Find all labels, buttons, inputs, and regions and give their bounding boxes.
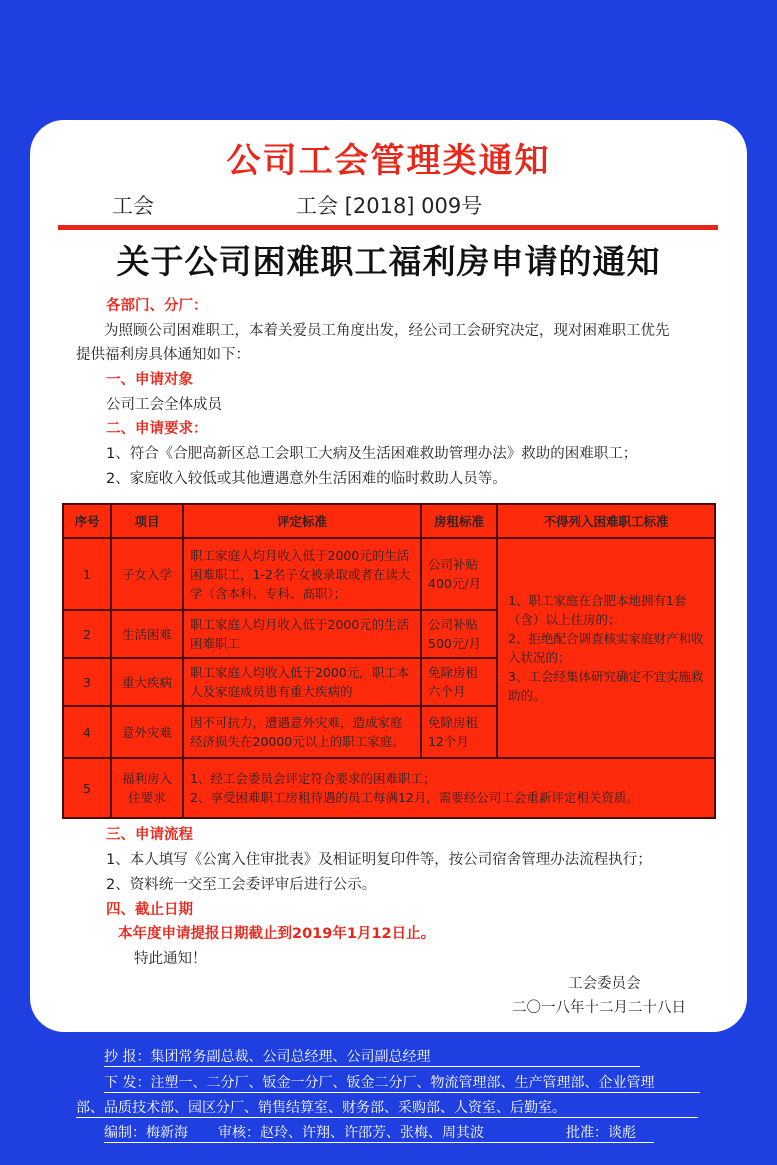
deadline-text: 本年度申请提报日期截止到2019年1月12日止。	[118, 926, 436, 942]
table-row	[63, 758, 715, 818]
process-item: 1、本人填写《公寓入住审批表》及相证明复印件等，按公司宿舍管理办法流程执行；	[106, 852, 652, 868]
section-1-title: 一、申请对象	[106, 372, 193, 388]
notice-category-title: 公司工会管理类通知	[226, 141, 551, 181]
distribution-underline	[104, 1092, 700, 1093]
row-rent: 公司补贴400元/月	[421, 538, 497, 610]
closing-text: 特此通知！	[134, 951, 207, 967]
distribution-underline	[76, 1117, 698, 1118]
exclusion-criteria	[497, 538, 715, 758]
editor: 编制：梅新海	[104, 1125, 188, 1141]
row-criteria: 职工家庭人均收入低于2000元，职工本人及家庭成员患有重大疾病的	[183, 658, 421, 706]
approver: 批准：谈彪	[566, 1125, 636, 1141]
distribution-line-2: 部、品质技术部、园区分厂、销售结算室、财务部、采购部、人资室、后勤室。	[76, 1100, 566, 1116]
row-item: 重大疾病	[111, 658, 183, 706]
row-item: 子女入学	[111, 538, 183, 610]
intro-line-2: 提供福利房具体通知如下：	[76, 347, 250, 363]
row-number: 5	[63, 758, 111, 818]
row-rent: 免除房租12个月	[421, 706, 497, 758]
row-item: 生活困难	[111, 610, 183, 658]
section-4-title: 四、截止日期	[106, 902, 193, 918]
header-cell: 房租标准	[421, 504, 497, 538]
requirement-item: 2、家庭收入较低或其他遭遇意外生活困难的临时救助人员等。	[106, 471, 507, 487]
notice-headline: 关于公司困难职工福利房申请的通知	[116, 242, 661, 281]
row-item: 意外灾难	[111, 706, 183, 758]
section-2-title: 二、申请要求：	[106, 421, 208, 437]
row-item: 福利房入住要求	[111, 758, 183, 818]
document-number: 工会 [2018] 009号	[296, 194, 483, 218]
occupancy-requirements	[183, 758, 715, 818]
exclusion-item: 1、职工家庭在合肥本地拥有1套（含）以上住房的；	[508, 593, 687, 627]
table-header-row	[63, 504, 715, 538]
row-rent: 公司补贴500元/月	[421, 610, 497, 658]
cc-line: 抄 报：集团常务副总裁、公司总经理、公司副总经理	[104, 1049, 431, 1065]
criteria-table	[62, 503, 716, 819]
row-number: 1	[63, 538, 111, 610]
section-1-text: 公司工会全体成员	[106, 397, 222, 413]
issue-date: 二〇一八年十二月二十八日	[512, 1000, 686, 1016]
header-cell: 项目	[111, 504, 183, 538]
distribution-line-1: 下 发：注塑一、二分厂、钣金一分厂、钣金二分厂、物流管理部、生产管理部、企业管理	[104, 1075, 655, 1091]
row-number: 2	[63, 610, 111, 658]
requirement-line: 2、享受困难职工房租待遇的员工每满12月，需要经公司工会重新评定相关资质。	[190, 790, 639, 805]
header-cell: 评定标准	[183, 504, 421, 538]
signoff-underline	[104, 1142, 654, 1143]
issuing-org: 工会	[112, 194, 154, 218]
intro-line-1: 为照顾公司困难职工，本着关爱员工角度出发，经公司工会研究决定，现对困难职工优先	[104, 323, 670, 339]
header-cell: 不得列入困难职工标准	[497, 504, 715, 538]
table-row	[63, 538, 715, 610]
row-criteria: 职工家庭人均月收入低于2000元的生活困难职工，1-2名子女被录取或者在读大学（含本科、专科、高职）；	[183, 538, 421, 610]
reviewers: 审核：赵玲、许翔、许邵芳、张梅、周其波	[218, 1125, 484, 1141]
red-divider	[58, 225, 718, 230]
process-item: 2、资料统一交至工会委评审后进行公示。	[106, 877, 377, 893]
signer: 工会委员会	[568, 976, 641, 992]
row-number: 3	[63, 658, 111, 706]
row-rent: 免除房租六个月	[421, 658, 497, 706]
requirement-item: 1、符合《合肥高新区总工会职工大病及生活困难救助管理办法》救助的困难职工；	[106, 446, 638, 462]
exclusion-item: 3、工会经集体研究确定不宜实施救助的。	[508, 669, 704, 703]
header-cell: 序号	[63, 504, 111, 538]
exclusion-item: 2、拒绝配合调查核实家庭财产和收入状况的；	[508, 631, 704, 665]
row-number: 4	[63, 706, 111, 758]
requirement-line: 1、经工会委员会评定符合要求的困难职工；	[190, 771, 436, 786]
salutation: 各部门、分厂：	[106, 298, 208, 314]
row-criteria: 职工家庭人均月收入低于2000元的生活困难职工	[183, 610, 421, 658]
section-3-title: 三、申请流程	[106, 827, 193, 843]
row-criteria: 因不可抗力，遭遇意外灾难，造成家庭经济损失在20000元以上的职工家庭。	[183, 706, 421, 758]
cc-underline	[104, 1066, 640, 1067]
